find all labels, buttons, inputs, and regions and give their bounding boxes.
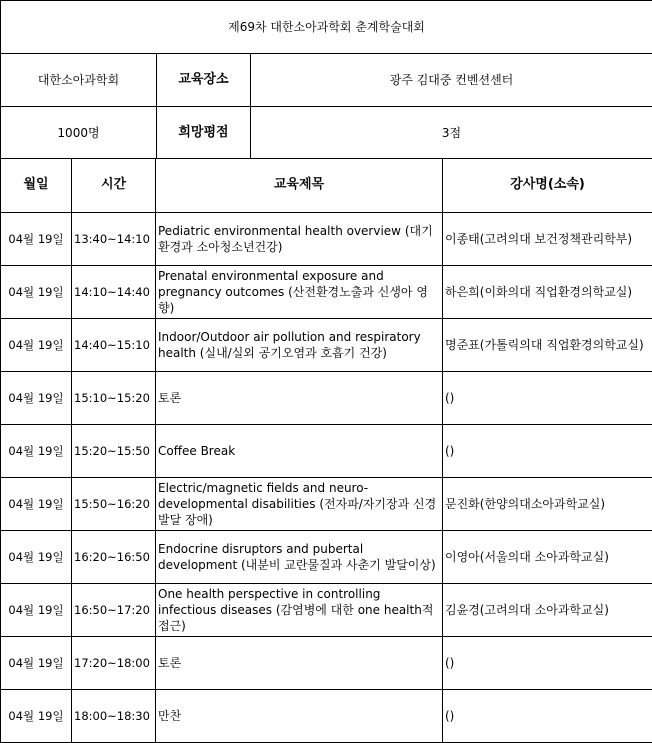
- session-speaker: 문진화(한양의대소아과학교실): [443, 477, 652, 530]
- table-row: [1, 530, 652, 583]
- session-date: 04월 19일: [1, 636, 72, 689]
- session-date: 04월 19일: [1, 212, 72, 265]
- table-row: [1, 212, 652, 265]
- session-speaker: 하은희(이화의대 직업환경의학교실): [443, 265, 652, 318]
- session-date: 04월 19일: [1, 530, 72, 583]
- session-speaker: (): [443, 689, 652, 742]
- organizer: 대한소아과학회: [1, 54, 157, 107]
- event-info-table: [0, 0, 652, 159]
- session-speaker: 이종태(고려의대 보건정책관리학부): [443, 212, 652, 265]
- points: 3점: [251, 107, 652, 159]
- session-title: 토론: [156, 371, 443, 424]
- session-title: Prenatal environmental exposure and pregnancy outcomes (산전환경노출과 신생아 영향): [156, 265, 443, 318]
- venue-label: 교육장소: [157, 54, 251, 107]
- session-time: 15:20~15:50: [72, 424, 156, 477]
- session-date: 04월 19일: [1, 265, 72, 318]
- session-time: 13:40~14:10: [72, 212, 156, 265]
- table-row: [1, 689, 652, 742]
- table-row: [1, 477, 652, 530]
- session-title: One health perspective in controlling infectious diseases (감염병에 대한 one health적 접근): [156, 583, 443, 636]
- table-row: [1, 371, 652, 424]
- session-speaker: 명준표(가톨릭의대 직업환경의학교실): [443, 318, 652, 371]
- session-title: Coffee Break: [156, 424, 443, 477]
- session-time: 16:50~17:20: [72, 583, 156, 636]
- session-speaker: (): [443, 371, 652, 424]
- table-row: [1, 318, 652, 371]
- session-date: 04월 19일: [1, 318, 72, 371]
- session-speaker: 이영아(서울의대 소아과학교실): [443, 530, 652, 583]
- session-time: 17:20~18:00: [72, 636, 156, 689]
- session-date: 04월 19일: [1, 583, 72, 636]
- schedule-table: [0, 159, 652, 743]
- session-time: 14:40~15:10: [72, 318, 156, 371]
- session-time: 16:20~16:50: [72, 530, 156, 583]
- session-speaker: 김윤경(고려의대 소아과학교실): [443, 583, 652, 636]
- session-title: Indoor/Outdoor air pollution and respiratory health (실내/실외 공기오염과 호흡기 건강): [156, 318, 443, 371]
- header-time: 시간: [72, 159, 156, 212]
- table-row: [1, 265, 652, 318]
- session-date: 04월 19일: [1, 424, 72, 477]
- session-title: 토론: [156, 636, 443, 689]
- session-date: 04월 19일: [1, 371, 72, 424]
- points-label: 희망평점: [157, 107, 251, 159]
- session-speaker: (): [443, 636, 652, 689]
- capacity: 1000명: [1, 107, 157, 159]
- session-time: 18:00~18:30: [72, 689, 156, 742]
- session-title: 만찬: [156, 689, 443, 742]
- session-title: Electric/magnetic fields and neuro-developmental disabilities (전자파/자기장과 신경발달 장애): [156, 477, 443, 530]
- session-date: 04월 19일: [1, 477, 72, 530]
- header-title: 교육제목: [156, 159, 443, 212]
- table-row: [1, 583, 652, 636]
- header-date: 월일: [1, 159, 72, 212]
- header-speaker: 강사명(소속): [443, 159, 652, 212]
- session-speaker: (): [443, 424, 652, 477]
- table-row: [1, 636, 652, 689]
- session-time: 15:50~16:20: [72, 477, 156, 530]
- table-row: [1, 424, 652, 477]
- session-date: 04월 19일: [1, 689, 72, 742]
- session-time: 14:10~14:40: [72, 265, 156, 318]
- session-title: Endocrine disruptors and pubertal development (내분비 교란물질과 사춘기 발달이상): [156, 530, 443, 583]
- session-time: 15:10~15:20: [72, 371, 156, 424]
- venue: 광주 김대중 컨벤션센터: [251, 54, 652, 107]
- session-title: Pediatric environmental health overview (대기환경과 소아청소년건강): [156, 212, 443, 265]
- event-title: 제69차 대한소아과학회 춘계학술대회: [1, 1, 652, 54]
